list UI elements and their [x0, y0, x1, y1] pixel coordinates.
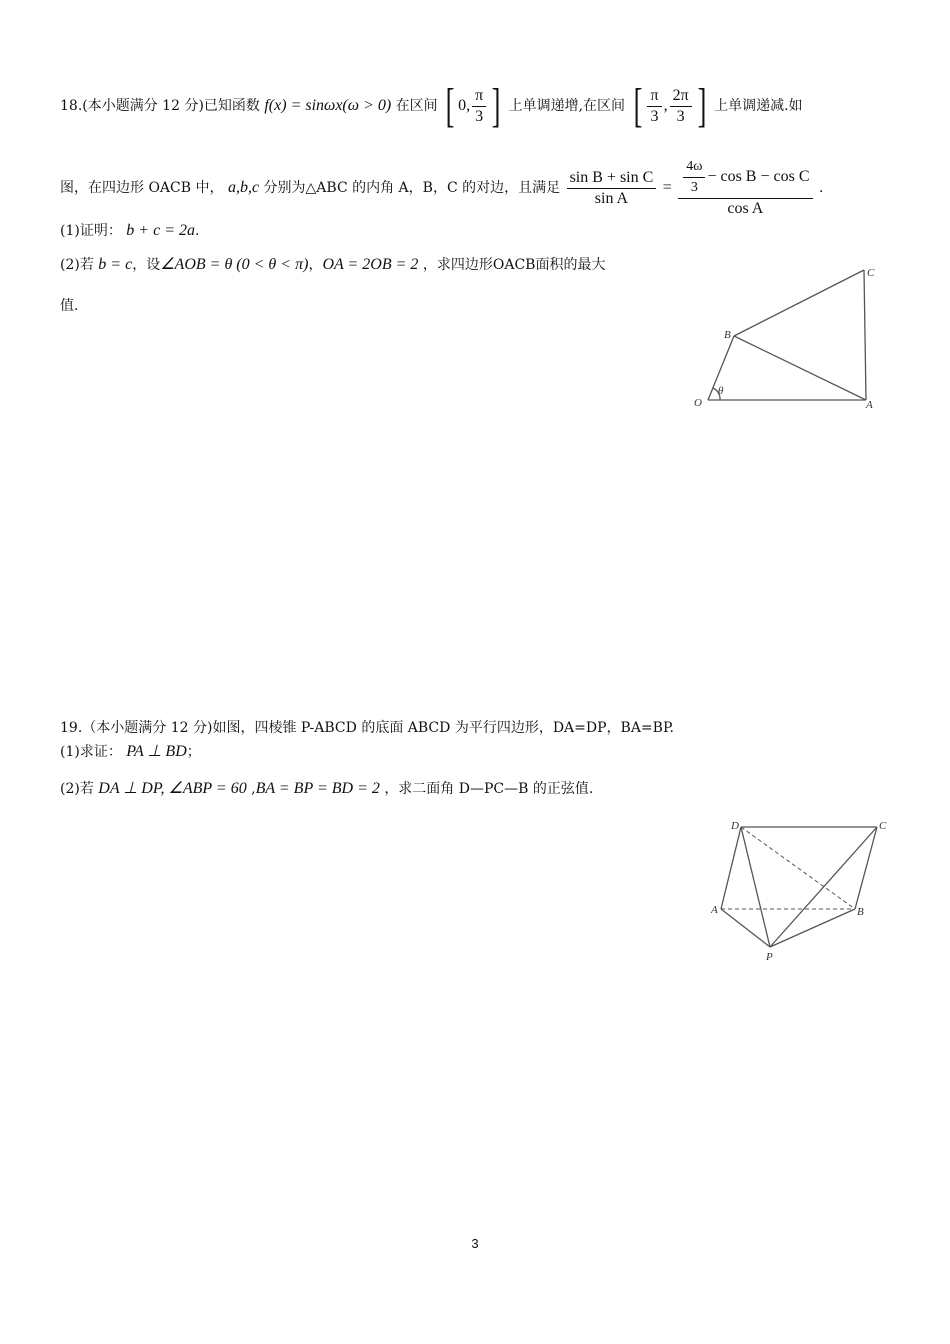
p18-lhs-den: sin A [594, 189, 629, 207]
bracket-right: ] [491, 79, 501, 132]
p18-intro: 18.(本小题满分 12 分)已知函数 [60, 98, 260, 114]
p18-text-increasing: 上单调递增,在区间 [508, 98, 626, 114]
p18-interval1-den: 3 [475, 107, 484, 125]
p18-line2-mid: 分别为△ABC 的内角 A，B，C 的对边，且满足 [263, 180, 561, 196]
p18-part2-mid: ，设 [132, 257, 161, 273]
p18-part1-expr: b + c = 2a [126, 222, 195, 239]
p18-line2-end: . [818, 180, 824, 196]
label-a: A [866, 399, 873, 411]
p18-line2-prefix: 图，在四边形 OACB 中， [60, 180, 224, 196]
p19-part1-end: ； [186, 744, 201, 760]
p18-part2-line2 [60, 296, 78, 316]
label-c: C [879, 820, 887, 832]
bracket-left: [ [445, 79, 455, 132]
quadrilateral-oacb-figure [690, 260, 890, 415]
p19-intro-line [60, 718, 674, 738]
p18-part1-end: . [195, 223, 200, 239]
p18-function-expr: f(x) = sinωx(ω > 0) [264, 97, 392, 114]
segment-ca [864, 270, 866, 400]
label-c: C [867, 267, 875, 279]
p19-part2-tail: ，求二面角 D—PC—B 的正弦值. [384, 781, 594, 797]
p18-rhs-inner-num: 4ω [683, 158, 705, 178]
p19-part1 [60, 742, 201, 762]
label-o: O [694, 397, 702, 409]
p18-interval2-fraction-b [670, 87, 692, 126]
p18-text-decreasing: 上单调递减.如 [714, 98, 803, 114]
p18-interval2-den-a: 3 [650, 107, 659, 125]
edge-pb [770, 909, 855, 947]
p18-part2-tail: ，求四边形OACB面积的最大 [422, 257, 606, 273]
p18-lhs-fraction [567, 169, 657, 208]
bracket-left: [ [633, 79, 642, 132]
p18-part2-cond1: b = c [98, 256, 133, 273]
label-p: P [766, 951, 773, 963]
p18-rhs-den: cos A [727, 200, 764, 217]
p18-rhs-num [678, 158, 812, 199]
p18-interval1-fraction [472, 87, 486, 126]
label-a: A [711, 904, 718, 916]
p19-part2-cond2: BA = BP = BD = 2 [255, 780, 380, 797]
p18-interval2-num-b: 2π [670, 87, 692, 107]
p18-lhs-num: sin B + sin C [567, 169, 657, 189]
page-number: 3 [471, 1236, 479, 1251]
p19-part1-expr: PA ⊥ BD [126, 743, 187, 760]
p18-text-in-interval: 在区间 [395, 98, 438, 114]
p19-part2 [60, 779, 593, 799]
p18-rhs-fraction [678, 158, 812, 218]
pyramid-p-abcd-figure [705, 815, 895, 965]
label-b: B [857, 906, 864, 918]
p18-interval1-start: 0, [458, 97, 471, 114]
p18-part2-tail2: 值. [60, 298, 79, 314]
p18-part1 [60, 221, 199, 241]
p18-line1 [60, 79, 803, 132]
p18-interval2-num-a: π [647, 87, 661, 107]
p19-part2-cond: DA ⊥ DP, ∠ABP = 60 [98, 780, 247, 797]
p19-part2-sep: , [246, 781, 256, 797]
p18-part2-sep: ， [308, 257, 323, 273]
p18-part2-label: (2)若 [60, 257, 94, 273]
p19-part2-label: (2)若 [60, 781, 94, 797]
p19-part1-label: (1)求证： [60, 744, 122, 760]
segment-ba [734, 336, 866, 400]
p18-equals: = [662, 179, 672, 196]
p18-rhs-num-tail: − cos B − cos C [707, 168, 810, 186]
label-d: D [731, 820, 739, 832]
p18-interval2-den-b: 3 [676, 107, 685, 125]
p18-part1-label: (1)证明： [60, 223, 122, 239]
p18-line2 [60, 158, 823, 218]
p18-interval1-num: π [472, 87, 486, 107]
p18-line2-vars: a,b,c [227, 179, 260, 196]
p18-part2 [60, 255, 605, 275]
label-b: B [724, 329, 731, 341]
p18-part2-cond2: ∠AOB = θ (0 < θ < π) [160, 256, 309, 273]
label-theta: θ [718, 385, 724, 397]
segment-bc [734, 270, 864, 336]
p18-rhs-inner-den: 3 [690, 180, 698, 195]
p19-intro: 19.（本小题满分 12 分)如图，四棱锥 P-ABCD 的底面 ABCD 为平行四边形，DA=DP，BA=BP. [60, 720, 674, 736]
p18-interval2-fraction-a [647, 87, 661, 126]
edge-da [721, 827, 741, 909]
p18-part2-cond3: OA = 2OB = 2 [322, 256, 419, 273]
p18-interval2-sep: , [663, 97, 668, 114]
bracket-right: ] [697, 79, 707, 132]
p18-rhs-inner-fraction [683, 158, 705, 197]
